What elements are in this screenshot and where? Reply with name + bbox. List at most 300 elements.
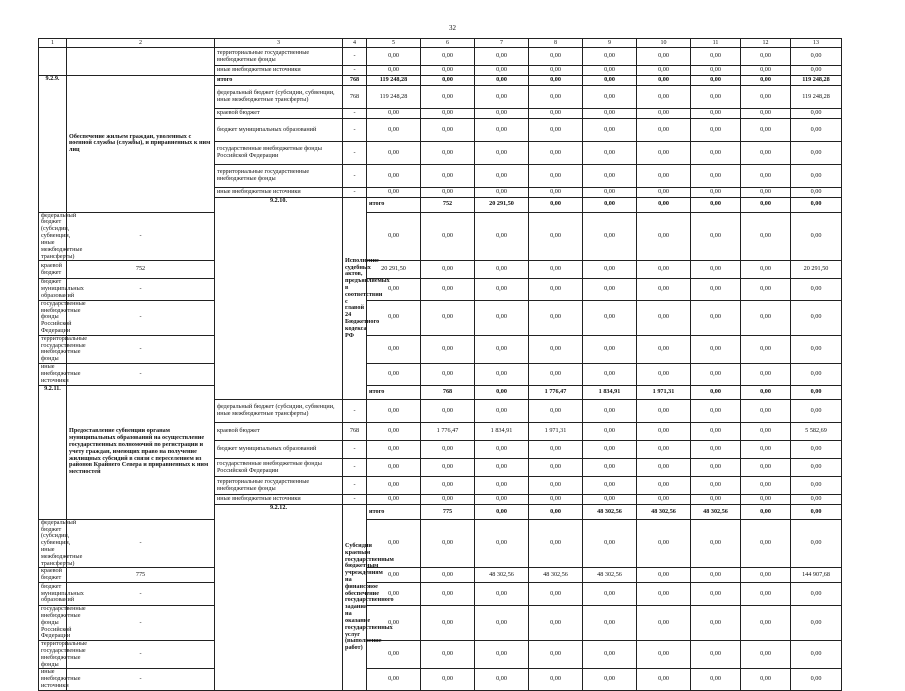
year-value: 0,00 (421, 76, 475, 86)
ministry-code: - (343, 459, 367, 477)
total-value: 5 582,69 (791, 423, 842, 441)
year-value: 0,00 (583, 364, 637, 385)
year-value: 0,00 (475, 212, 529, 261)
year-value: 0,00 (691, 86, 741, 109)
year-value: 0,00 (691, 423, 741, 441)
year-value: 0,00 (529, 495, 583, 505)
year-value: 0,00 (421, 459, 475, 477)
funding-source: федеральный бюджет (субсидии, субвенции, иные межбюджетные трансферты) (215, 86, 343, 109)
table-row-total (39, 76, 842, 86)
year-value: 0,00 (691, 109, 741, 119)
year-value: 0,00 (741, 300, 791, 335)
header-cell: 13 (791, 39, 842, 48)
item-number-cell (39, 48, 67, 76)
year-value: 0,00 (367, 48, 421, 66)
table-row (39, 364, 842, 385)
total-value: 0,00 (791, 364, 842, 385)
year-value: 0,00 (367, 335, 421, 363)
funding-source: территориальные государственные внебюджетные фонды (215, 165, 343, 188)
item-content: Исполнение судебных актов, предъявляемых в соответствии с главой 24 Бюджетного кодекса РФ (343, 198, 367, 400)
funding-source: бюджет муниципальных образований (39, 583, 67, 606)
funding-source: итого (367, 198, 421, 213)
year-value: 0,00 (583, 400, 637, 423)
year-value: 0,00 (637, 198, 691, 213)
ministry-code: - (343, 477, 367, 495)
year-value: 0,00 (741, 142, 791, 165)
year-value: 0,00 (421, 477, 475, 495)
year-value: 0,00 (637, 279, 691, 300)
year-value: 0,00 (741, 48, 791, 66)
year-value: 0,00 (583, 459, 637, 477)
header-cell: 2 (67, 39, 215, 48)
year-value: 0,00 (367, 109, 421, 119)
year-value: 0,00 (475, 641, 529, 669)
ministry-code: - (67, 669, 215, 690)
year-value: 0,00 (475, 385, 529, 400)
year-value: 0,00 (741, 441, 791, 459)
total-value: 0,00 (791, 212, 842, 261)
year-value: 0,00 (475, 606, 529, 641)
total-value: 0,00 (791, 641, 842, 669)
table-row (39, 48, 842, 66)
year-value: 0,00 (475, 66, 529, 76)
funding-source: итого (215, 76, 343, 86)
year-value: 0,00 (637, 477, 691, 495)
year-value: 0,00 (421, 188, 475, 198)
year-value: 0,00 (691, 400, 741, 423)
ministry-code: - (67, 606, 215, 641)
year-value: 0,00 (637, 165, 691, 188)
year-value: 0,00 (529, 519, 583, 568)
year-value: 0,00 (741, 198, 791, 213)
year-value: 0,00 (691, 335, 741, 363)
year-value: 0,00 (637, 423, 691, 441)
year-value: 0,00 (741, 279, 791, 300)
item-number: 9.2.12. (215, 505, 343, 691)
year-value: 0,00 (475, 188, 529, 198)
year-value: 0,00 (421, 109, 475, 119)
year-value: 0,00 (791, 385, 842, 400)
year-value: 0,00 (741, 495, 791, 505)
year-value: 0,00 (529, 669, 583, 690)
year-value: 0,00 (475, 279, 529, 300)
year-value: 0,00 (691, 48, 741, 66)
year-value: 0,00 (475, 364, 529, 385)
year-value: 0,00 (637, 641, 691, 669)
year-value: 0,00 (367, 669, 421, 690)
year-value: 0,00 (475, 669, 529, 690)
year-value: 0,00 (367, 300, 421, 335)
funding-source: федеральный бюджет (субсидии, субвенции, иные межбюджетные трансферты) (215, 400, 343, 423)
ministry-code: - (343, 165, 367, 188)
year-value: 0,00 (583, 76, 637, 86)
funding-source: иные внебюджетные источники (39, 669, 67, 690)
year-value: 0,00 (583, 519, 637, 568)
funding-source: иные внебюджетные источники (215, 495, 343, 505)
table-row (39, 641, 842, 669)
year-value: 0,00 (691, 119, 741, 142)
year-value: 0,00 (529, 142, 583, 165)
year-value: 0,00 (421, 641, 475, 669)
total-value: 0,00 (791, 188, 842, 198)
ministry-code: - (343, 66, 367, 76)
year-value: 0,00 (475, 119, 529, 142)
total-value: 0,00 (791, 300, 842, 335)
year-value: 0,00 (583, 441, 637, 459)
year-value: 0,00 (741, 188, 791, 198)
year-value: 0,00 (583, 86, 637, 109)
year-value: 0,00 (583, 300, 637, 335)
year-value: 0,00 (691, 441, 741, 459)
total-value: 144 907,68 (791, 568, 842, 583)
year-value: 1 776,47 (421, 423, 475, 441)
year-value: 0,00 (741, 109, 791, 119)
funding-source: территориальные государственные внебюджетные фонды (39, 641, 67, 669)
header-cell: 4 (343, 39, 367, 48)
year-value: 0,00 (421, 364, 475, 385)
year-value: 0,00 (741, 641, 791, 669)
year-value: 0,00 (421, 165, 475, 188)
year-value: 0,00 (637, 495, 691, 505)
total-value: 0,00 (791, 279, 842, 300)
year-value: 48 302,56 (583, 568, 637, 583)
year-value: 0,00 (637, 606, 691, 641)
ministry-code: 775 (67, 568, 215, 583)
year-value: 0,00 (791, 505, 842, 520)
year-value: 0,00 (367, 364, 421, 385)
total-value: 119 248,28 (791, 86, 842, 109)
year-value: 0,00 (583, 212, 637, 261)
year-value: 0,00 (583, 48, 637, 66)
year-value: 0,00 (583, 261, 637, 279)
total-value: 0,00 (791, 669, 842, 690)
year-value: 0,00 (691, 165, 741, 188)
year-value: 0,00 (475, 48, 529, 66)
year-value: 0,00 (583, 423, 637, 441)
total-value: 0,00 (791, 335, 842, 363)
item-number: 9.2.11. (39, 385, 67, 519)
column-number-row (39, 39, 842, 48)
year-value: 0,00 (475, 86, 529, 109)
header-cell: 6 (421, 39, 475, 48)
year-value: 0,00 (367, 441, 421, 459)
funding-source: бюджет муниципальных образований (215, 119, 343, 142)
year-value: 119 248,28 (367, 86, 421, 109)
year-value: 0,00 (691, 606, 741, 641)
ministry-code: - (343, 109, 367, 119)
year-value: 0,00 (637, 364, 691, 385)
ministry-code: - (67, 300, 215, 335)
year-value: 0,00 (637, 109, 691, 119)
year-value: 20 291,50 (367, 261, 421, 279)
item-number: 9.2.9. (39, 76, 67, 213)
ministry-code: - (343, 119, 367, 142)
ministry-code: - (67, 212, 215, 261)
table-row (39, 669, 842, 690)
table-row (39, 261, 842, 279)
year-value: 0,00 (421, 261, 475, 279)
year-value: 0,00 (475, 142, 529, 165)
year-value: 0,00 (691, 142, 741, 165)
year-value: 0,00 (741, 76, 791, 86)
year-value: 48 302,56 (529, 568, 583, 583)
funding-source: иные внебюджетные источники (215, 188, 343, 198)
year-value: 0,00 (741, 364, 791, 385)
ministry-code: - (67, 364, 215, 385)
year-value: 0,00 (421, 119, 475, 142)
year-value: 1 971,31 (529, 423, 583, 441)
year-value: 0,00 (691, 568, 741, 583)
table-row (39, 583, 842, 606)
year-value: 0,00 (421, 300, 475, 335)
year-value: 0,00 (791, 198, 842, 213)
year-value: 1 834,91 (583, 385, 637, 400)
year-value: 0,00 (583, 477, 637, 495)
year-value: 0,00 (583, 641, 637, 669)
year-value: 0,00 (741, 583, 791, 606)
year-value: 0,00 (741, 669, 791, 690)
year-value: 0,00 (637, 335, 691, 363)
year-value: 0,00 (583, 583, 637, 606)
funding-source: федеральный бюджет (субсидии, субвенции, иные межбюджетные трансферты) (39, 212, 67, 261)
funding-source: иные внебюджетные источники (215, 66, 343, 76)
header-cell: 11 (691, 39, 741, 48)
table-row-total (39, 385, 842, 400)
year-value: 0,00 (367, 165, 421, 188)
year-value: 0,00 (475, 109, 529, 119)
year-value: 0,00 (367, 459, 421, 477)
year-value: 0,00 (367, 568, 421, 583)
year-value: 0,00 (367, 279, 421, 300)
total-value: 0,00 (791, 606, 842, 641)
funding-source: территориальные государственные внебюджетные фонды (215, 48, 343, 66)
table-row (39, 606, 842, 641)
year-value: 0,00 (529, 165, 583, 188)
ministry-code: 768 (421, 385, 475, 400)
year-value: 0,00 (741, 119, 791, 142)
year-value: 0,00 (741, 212, 791, 261)
year-value: 0,00 (691, 188, 741, 198)
ministry-code: 768 (343, 423, 367, 441)
year-value: 0,00 (367, 142, 421, 165)
year-value: 0,00 (475, 519, 529, 568)
table-row (39, 335, 842, 363)
year-value: 48 302,56 (637, 505, 691, 520)
funding-source: итого (367, 385, 421, 400)
ministry-code: - (343, 188, 367, 198)
funding-source: краевой бюджет (215, 109, 343, 119)
year-value: 0,00 (637, 119, 691, 142)
total-value: 0,00 (791, 400, 842, 423)
year-value: 0,00 (529, 505, 583, 520)
year-value: 0,00 (583, 669, 637, 690)
year-value: 0,00 (529, 335, 583, 363)
ministry-code: 752 (67, 261, 215, 279)
year-value: 0,00 (475, 335, 529, 363)
year-value: 0,00 (529, 48, 583, 66)
year-value: 0,00 (583, 606, 637, 641)
year-value: 0,00 (367, 477, 421, 495)
ministry-code: - (343, 400, 367, 423)
year-value: 0,00 (637, 300, 691, 335)
year-value: 0,00 (475, 165, 529, 188)
ministry-code: - (67, 641, 215, 669)
funding-source: иные внебюджетные источники (39, 364, 67, 385)
year-value: 0,00 (741, 505, 791, 520)
year-value: 0,00 (637, 142, 691, 165)
year-value: 0,00 (691, 641, 741, 669)
year-value: 0,00 (421, 86, 475, 109)
header-cell: 5 (367, 39, 421, 48)
year-value: 0,00 (529, 261, 583, 279)
total-value: 0,00 (791, 477, 842, 495)
total-value: 0,00 (791, 142, 842, 165)
year-value: 48 302,56 (583, 505, 637, 520)
year-value: 0,00 (421, 335, 475, 363)
header-cell: 3 (215, 39, 343, 48)
year-value: 0,00 (637, 568, 691, 583)
table-row (39, 568, 842, 583)
page-number: 32 (449, 24, 456, 32)
year-value: 0,00 (583, 335, 637, 363)
year-value: 0,00 (421, 66, 475, 76)
year-value: 0,00 (691, 459, 741, 477)
item-content: Предоставление субвенции органам муниципальных образований на осуществление государственных полномочий по регистрации и учету граждан, имеющих право на получение жилищных субсидий в связи с переселением из районов Крайнего Севера и приравненных к ним местностей (67, 385, 215, 519)
total-value: 0,00 (791, 119, 842, 142)
year-value: 0,00 (583, 188, 637, 198)
year-value: 0,00 (637, 188, 691, 198)
year-value: 0,00 (421, 583, 475, 606)
year-value: 0,00 (691, 279, 741, 300)
funding-source: государственные внебюджетные фонды Российской Федерации (215, 142, 343, 165)
year-value: 0,00 (741, 477, 791, 495)
total-value: 0,00 (791, 109, 842, 119)
year-value: 0,00 (367, 606, 421, 641)
year-value: 0,00 (529, 212, 583, 261)
year-value: 20 291,50 (475, 198, 529, 213)
ministry-code: 752 (421, 198, 475, 213)
year-value: 0,00 (691, 300, 741, 335)
year-value: 119 248,28 (367, 76, 421, 86)
year-value: 0,00 (741, 606, 791, 641)
year-value: 0,00 (529, 459, 583, 477)
year-value: 0,00 (741, 568, 791, 583)
ministry-code: - (343, 142, 367, 165)
year-value: 0,00 (691, 198, 741, 213)
ministry-code: 775 (421, 505, 475, 520)
year-value: 0,00 (741, 66, 791, 76)
table-row (39, 279, 842, 300)
year-value: 0,00 (583, 495, 637, 505)
total-value: 119 248,28 (791, 76, 842, 86)
year-value: 0,00 (637, 261, 691, 279)
year-value: 0,00 (475, 459, 529, 477)
year-value: 0,00 (691, 364, 741, 385)
year-value: 0,00 (475, 76, 529, 86)
year-value: 0,00 (367, 495, 421, 505)
year-value: 0,00 (741, 423, 791, 441)
year-value: 0,00 (691, 669, 741, 690)
year-value: 0,00 (529, 364, 583, 385)
year-value: 0,00 (529, 66, 583, 76)
year-value: 0,00 (421, 212, 475, 261)
year-value: 0,00 (367, 212, 421, 261)
year-value: 0,00 (637, 66, 691, 76)
year-value: 0,00 (529, 188, 583, 198)
item-content-cell (67, 48, 215, 76)
year-value: 0,00 (529, 109, 583, 119)
funding-source: государственные внебюджетные фонды Российской Федерации (39, 606, 67, 641)
year-value: 0,00 (583, 109, 637, 119)
year-value: 0,00 (741, 165, 791, 188)
year-value: 0,00 (421, 400, 475, 423)
year-value: 0,00 (637, 459, 691, 477)
year-value: 0,00 (583, 198, 637, 213)
year-value: 0,00 (529, 76, 583, 86)
header-cell: 9 (583, 39, 637, 48)
year-value: 0,00 (741, 385, 791, 400)
total-value: 20 291,50 (791, 261, 842, 279)
funding-source: государственные внебюджетные фонды Российской Федерации (39, 300, 67, 335)
table-row (39, 519, 842, 568)
year-value: 0,00 (691, 385, 741, 400)
ministry-code: - (67, 519, 215, 568)
year-value: 0,00 (637, 400, 691, 423)
year-value: 0,00 (529, 641, 583, 669)
total-value: 0,00 (791, 459, 842, 477)
year-value: 0,00 (529, 198, 583, 213)
year-value: 0,00 (367, 423, 421, 441)
year-value: 0,00 (475, 400, 529, 423)
year-value: 1 834,91 (475, 423, 529, 441)
year-value: 0,00 (583, 66, 637, 76)
year-value: 0,00 (741, 459, 791, 477)
year-value: 0,00 (367, 641, 421, 669)
year-value: 0,00 (367, 583, 421, 606)
item-content: Обеспечение жильем граждан, уволенных с военной службы (службы), и приравненных к ним лиц (67, 76, 215, 213)
funding-source: итого (367, 505, 421, 520)
year-value: 0,00 (367, 519, 421, 568)
year-value: 0,00 (367, 66, 421, 76)
total-value: 0,00 (791, 165, 842, 188)
year-value: 0,00 (367, 119, 421, 142)
ministry-code: 768 (343, 86, 367, 109)
total-value: 0,00 (791, 48, 842, 66)
year-value: 0,00 (637, 86, 691, 109)
year-value: 0,00 (475, 583, 529, 606)
financing-table (38, 38, 842, 691)
year-value: 0,00 (421, 669, 475, 690)
header-cell: 7 (475, 39, 529, 48)
year-value: 0,00 (691, 261, 741, 279)
ministry-code: - (343, 441, 367, 459)
ministry-code: - (343, 48, 367, 66)
header-cell: 10 (637, 39, 691, 48)
year-value: 0,00 (741, 86, 791, 109)
funding-source: государственные внебюджетные фонды Российской Федерации (215, 459, 343, 477)
item-number: 9.2.10. (215, 198, 343, 400)
year-value: 0,00 (421, 441, 475, 459)
year-value: 48 302,56 (475, 568, 529, 583)
year-value: 0,00 (421, 142, 475, 165)
year-value: 0,00 (637, 76, 691, 86)
year-value: 0,00 (475, 505, 529, 520)
year-value: 0,00 (475, 477, 529, 495)
item-content: Субсидии краевым государственным бюджетным учреждениям на финансовое обеспечение государственного задания на оказание государственных услуг (выполнение работ) (343, 505, 367, 691)
year-value: 0,00 (475, 261, 529, 279)
year-value: 0,00 (741, 261, 791, 279)
table-body (39, 39, 842, 691)
